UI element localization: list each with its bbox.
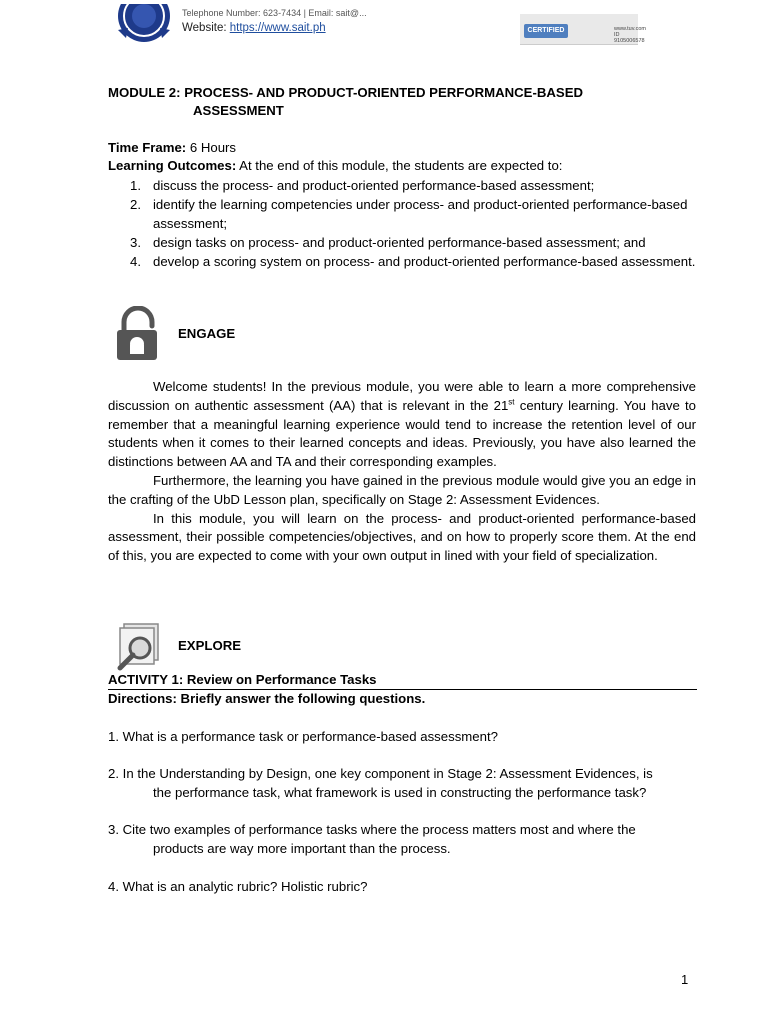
page-number: 1 bbox=[681, 972, 689, 987]
magnifying-glass-document-icon bbox=[114, 622, 166, 672]
engage-heading: ENGAGE bbox=[178, 326, 236, 341]
time-frame-value: 6 Hours bbox=[186, 140, 237, 155]
module-title-line2: ASSESSMENT bbox=[193, 103, 284, 118]
learning-outcomes-text: At the end of this module, the students are expected to: bbox=[236, 158, 563, 173]
certification-badge bbox=[520, 14, 646, 45]
list-item: 4. develop a scoring system on process- and product-oriented performance-based assessment. bbox=[130, 254, 696, 269]
module-title-line1: MODULE 2: PROCESS- AND PRODUCT-ORIENTED PERFORMANCE-BASED bbox=[108, 85, 584, 100]
question-2: 2. In the Understanding by Design, one key component in Stage 2: Assessment Evidences, is the performance task, what framework is used in constructing the performance task? bbox=[108, 766, 653, 800]
learning-outcomes-intro bbox=[108, 157, 708, 175]
learning-outcomes-list bbox=[108, 176, 708, 271]
list-item: 2. identify the learning competencies under process- and product-oriented performance-based assessment; bbox=[130, 197, 688, 231]
time-frame-label: Time Frame: bbox=[108, 140, 187, 155]
cert-details: www.tuv.com ID 9105006578 bbox=[614, 26, 646, 44]
question-3: 3. Cite two examples of performance tasks where the process matters most and where the products are way more important than the process. bbox=[108, 822, 636, 856]
school-seal-logo bbox=[114, 4, 174, 44]
question-1: 1. What is a performance task or performance-based assessment? bbox=[108, 729, 498, 744]
engage-paragraph-3: In this module, you will learn on the process- and product-oriented performance-based assessment, their possible competencies/objectives, and on how to properly score them. At the end of this, you are expected to come with your own output in lined with your field of specialization. bbox=[108, 510, 696, 564]
padlock-icon bbox=[114, 306, 162, 362]
engage-paragraph-2: Furthermore, the learning you have gained in the previous module would give you an edge in the crafting of the UbD Lesson plan, specifically on Stage 2: Assessment Evidences. bbox=[108, 472, 696, 507]
list-item: 1. discuss the process- and product-oriented performance-based assessment; bbox=[130, 178, 595, 193]
learning-outcomes-label: Learning Outcomes: bbox=[108, 158, 237, 173]
contact-info: Telephone Number: 623-7434 | Email: sait@... bbox=[182, 8, 367, 18]
engage-body bbox=[108, 378, 696, 566]
website-line bbox=[182, 22, 326, 34]
activity-title: ACTIVITY 1: Review on Performance Tasks bbox=[108, 672, 377, 687]
list-item: 3. design tasks on process- and product-oriented performance-based assessment; and bbox=[130, 235, 646, 250]
engage-paragraph-1: Welcome students! In the previous module, you were able to learn a more comprehensive discussion on authentic assessment (AA) that is relevant in the 21st century learning. You have to remember that a meaningful learning experience would tend to increase the retention level of our students when it comes to their learned concepts and ideas. Previously, you have also learned the distinctions between AA and TA and their corresponding examples. bbox=[108, 379, 696, 470]
website-label: Website: bbox=[182, 22, 227, 34]
time-frame bbox=[108, 139, 236, 157]
directions: Directions: Briefly answer the following questions. bbox=[108, 689, 697, 707]
explore-heading: EXPLORE bbox=[178, 638, 242, 653]
website-link[interactable]: https://www.sait.ph bbox=[229, 22, 326, 34]
certified-label: CERTIFIED bbox=[524, 24, 568, 38]
question-4: 4. What is an analytic rubric? Holistic rubric? bbox=[108, 879, 368, 894]
module-title bbox=[108, 84, 628, 120]
